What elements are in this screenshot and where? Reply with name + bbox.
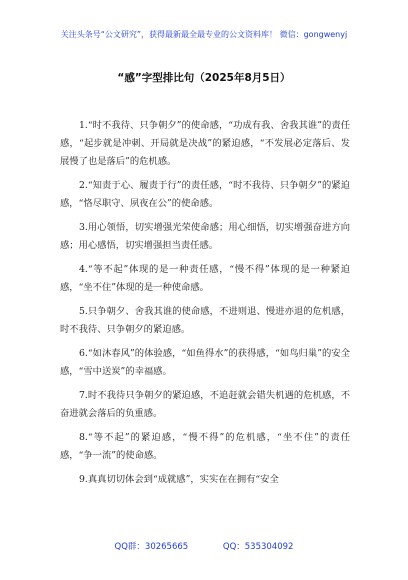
paragraph: 2.“知责于心、履责于行”的责任感，“时不我待、只争朝夕”的紧迫感，“恪尽职守、夙夜在公”的使命感。 — [60, 180, 350, 209]
paragraph: 3.用心领悟，切实增强光荣使命感；用心细悟，切实增强奋进方向感；用心感悟，切实增强担当责任感。 — [60, 222, 350, 251]
footer-qq-group: QQ群：30265665 — [114, 542, 189, 552]
top-banner: 关注头条号“公文研究”，获得最新最全最专业的公文资料库！ 微信：gongwenyj — [60, 30, 348, 39]
footer-qq: QQ：535304092 — [222, 542, 294, 552]
footer-contact — [0, 540, 408, 552]
paragraph: 4.“等不起”体现的是一种责任感，“慢不得”体现的是一种紧迫感，“坐不住”体现的是一种使命感。 — [60, 264, 350, 293]
paragraph: 8.“等不起”的紧迫感，“慢不得”的危机感，“坐不住”的责任感，“争一流”的使命感。 — [60, 432, 350, 461]
document-title: “感”字型排比句（2025年8月5日） — [117, 72, 291, 84]
document-body — [60, 117, 350, 495]
paragraph: 6.“如沐春风”的体验感，“如鱼得水”的获得感，“如鸟归巢”的安全感，“雪中送炭”的幸福感。 — [60, 348, 350, 377]
paragraph: 7.时不我待只争朝夕的紧迫感，不追赶就会错失机遇的危机感，不奋进就会落后的负重感。 — [60, 390, 350, 419]
paragraph: 5.只争朝夕、舍我其谁的使命感，不进则退、慢进亦退的危机感，时不我待、只争朝夕的紧迫感。 — [60, 306, 350, 335]
paragraph: 1.“时不我待、只争朝夕”的使命感，“功成有我、舍我其谁”的责任感，“起步就是冲刺、开局就是决战”的紧迫感，“不发展必定落后、发展慢了也是落后”的危机感。 — [60, 120, 350, 167]
paragraph: 9.真真切切体会到“成就感”，实实在在拥有“安全 — [79, 474, 279, 485]
